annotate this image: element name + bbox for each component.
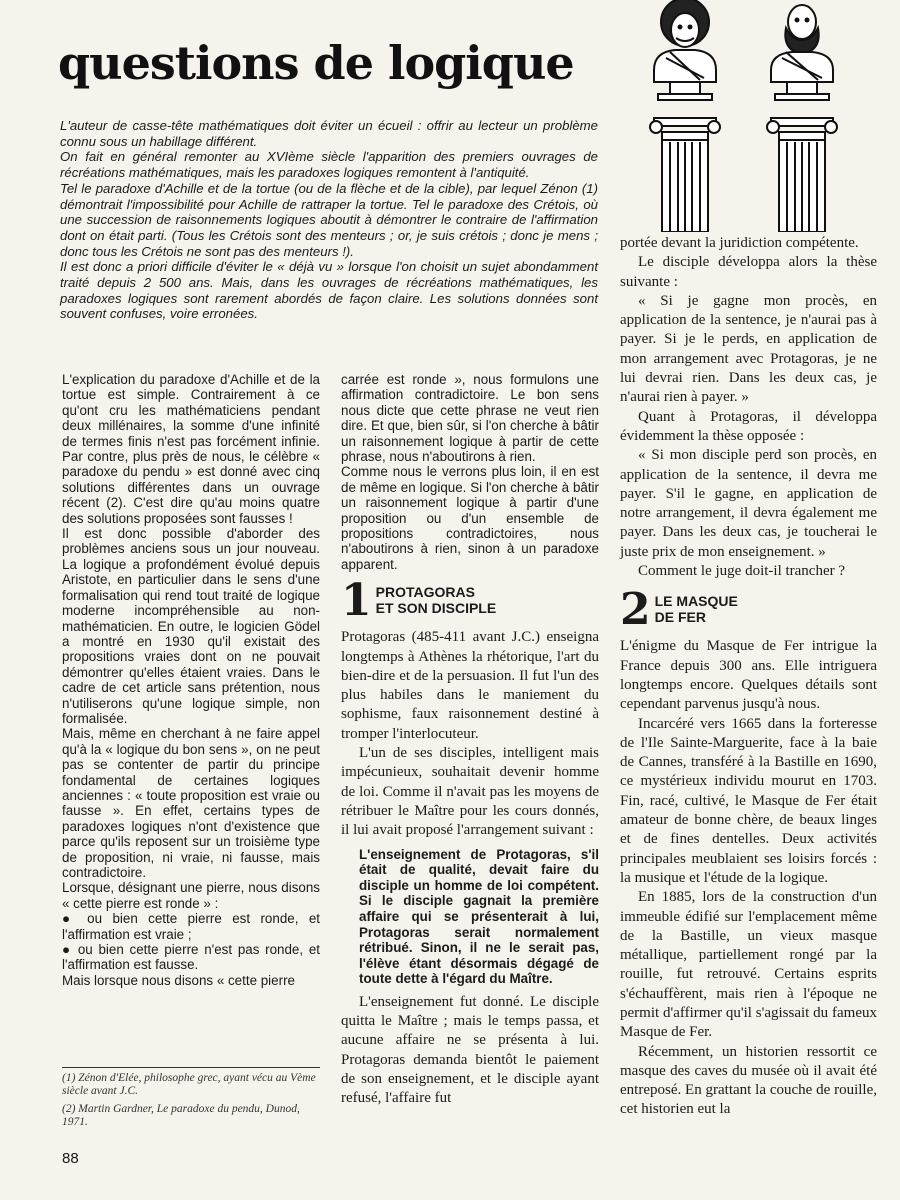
bullet-item: ● ou bien cette pierre n'est pas ronde, et l'affirmation est fausse.: [62, 942, 320, 973]
bullet-item: ● ou bien cette pierre est ronde, et l'affirmation est vraie ;: [62, 911, 320, 942]
paragraph: portée devant la juridiction compétente.: [620, 235, 859, 251]
paragraph: Lorsque, désignant une pierre, nous disons « cette pierre est ronde » :: [62, 880, 320, 911]
paragraph: « Si mon disciple perd son procès, en application de la sentence, il devra me payer. S'il le gagne, en application de notre arrangement, il devra également me payer. Dans les deux cas, je toucherai le juste prix de mon enseignement. »: [620, 447, 877, 560]
paragraph: L'enseignement fut donné. Le disciple quitta le Maître ; mais le temps passa, et aucune affaire ne se présenta à lui. Protagoras demanda bientôt le paiement de son enseignement, et le disciple ayant refusé, l'affaire fut: [341, 993, 599, 1107]
paragraph: Le disciple développa alors la thèse suivante :: [620, 254, 877, 290]
paragraph: Quant à Protagoras, il développa évidemment la thèse opposée :: [620, 408, 877, 444]
column-1: [62, 372, 320, 988]
section-title-line: LE MASQUE: [654, 593, 738, 610]
paragraph: « Si je gagne mon procès, en application de la sentence, je n'aurai pas à payer. Si je le perds, en application de mon arrangement avec Protagoras, je ne lui devrai rien. Dans les deux cas, je n'aurai rien à payer. »: [620, 292, 877, 406]
intro-paragraph: Il est donc a priori difficile d'éviter le « déjà vu » lorsque l'on choisit un sujet abondamment traité depuis 2 500 ans. Mais, dans les ouvrages de récréations mathématiques, les paradoxes logiques sont rarement abordés de façon claire. Les solutions données sont souvent confuses, voire erronées.: [60, 259, 598, 322]
footnotes: [62, 1072, 324, 1134]
intro-text: [60, 118, 598, 322]
section-title-line: ET SON DISCIPLE: [375, 600, 497, 617]
section-number: 2: [620, 584, 651, 636]
intro-paragraph: Tel le paradoxe d'Achille et de la tortue (ou de la flèche et de la cible), par lequel Zénon (1) démontrait l'impossibilité pour Achille de rattraper la tortue. Tel le paradoxe des Crétois, où une succession de raisonnements logiques aboutit à démontrer le contraire de l'affirmation dont on était parti. (Tous les Crétois sont des menteurs ; or, je suis crétois ; donc je mens ; donc tous les Crétois ne sont pas des menteurs !).: [60, 180, 598, 259]
page-title: questions de logique: [58, 36, 574, 90]
paragraph: En 1885, lors de la construction d'un immeuble édifié sur l'emplacement même de la Bastille, un vieux masque métallique, partiellement rongé par la rouille, fut retrouvé. Certains esprits s'échauffèrent, mais rien à l'époque ne permit d'affirmer qu'il s'agissait du fameux Masque de Fer.: [620, 889, 877, 1041]
paragraph: L'explication du paradoxe d'Achille et de la tortue est simple. Contrairement à ce qu'ont cru les mathématiciens pendant deux millénaires, la somme d'une infinité de termes finis n'est pas forcément infinie. Par contre, plus près de nous, le célèbre « paradoxe du pendu » est donné avec cinq solutions différentes dans un ouvrage récent (2). C'est dire qu'au moins quatre des solutions proposées sont fausses !: [62, 372, 320, 526]
paragraph: carrée est ronde », nous formulons une affirmation contradictoire. Le bon sens nous dicte que cette phrase ne veut rien dire. Et que, bien sûr, si l'on cherche à bâtir un raisonnement logique à partir de cette phrase, nous n'aboutirons à rien.: [341, 372, 599, 465]
paragraph: Récemment, un historien ressortit ce masque des caves du musée où il avait été entreposé. En grattant la couche de rouille, cet historien eut la: [620, 1043, 877, 1118]
bust-left-icon: [650, 0, 720, 232]
section-title-line: PROTAGORAS: [375, 584, 475, 601]
paragraph: Incarcéré vers 1665 dans la forteresse de l'Ile Sainte-Marguerite, face à la baie de Cannes, transféré à la Bastille en 1690, ce mystérieux individu mourut en 1703. Fin, racé, cultivé, le Masque de Fer était amateur de bonne chère, de beaux linges et de fines dentelles. Deux activités principales meublaient ses loisirs forcés : la musique et l'étude de la logique.: [620, 715, 877, 886]
intro-paragraph: L'auteur de casse-tête mathématiques doit éviter un écueil : offrir au lecteur un problème connu sous un habillage différent.: [60, 118, 598, 149]
intro-paragraph: On fait en général remonter au XVIème siècle l'apparition des premiers ouvrages de récréations mathématiques, mais les paradoxes logiques remontent à l'antiquité.: [60, 149, 598, 181]
paragraph: Protagoras (485-411 avant J.C.) enseigna longtemps à Athènes la rhétorique, l'art du bien-dire et de la persuasion. Il fut l'un des plus habiles dans le maniement du sophisme, faux raisonnement destiné à tromper l'interlocuteur.: [341, 629, 599, 742]
paragraph: Comme nous le verrons plus loin, il en est de même en logique. Si l'on cherche à bâtir un raisonnement logique à partir d'une proposition ou d'un ensemble de propositions contradictoires, nous n'aboutirons à rien, sinon à un paradoxe apparent.: [341, 464, 599, 572]
section-title-line: DE FER: [654, 609, 706, 626]
paragraph: L'un de ses disciples, intelligent mais impécunieux, souhaitait devenir homme de loi. Comme il n'avait pas les moyens de rétribuer le Maître pour les cours donnés, il lui avait proposé l'arrangement suivant :: [341, 745, 599, 839]
footnote: (1) Zénon d'Elée, philosophe grec, ayant vécu au Vème siècle avant J.C.: [62, 1072, 316, 1097]
footnote-divider: [62, 1067, 320, 1068]
footnote: (2) Martin Gardner, Le paradoxe du pendu, Dunod, 1971.: [62, 1103, 300, 1128]
section-heading-1: [341, 575, 599, 627]
column-2: [341, 372, 599, 1109]
section-heading-2: [620, 584, 877, 636]
paragraph: Comment le juge doit-il trancher ?: [638, 563, 846, 580]
section-number: 1: [341, 575, 372, 627]
paragraph: Mais, même en cherchant à ne faire appel qu'à la « logique du bon sens », on ne peut pas se contenter de partir du principe fondamental de certaines logiques anciennes : « toute proposition est vraie ou fausse ». En effet, certains types de paradoxes logiques n'ont d'existence que parce qu'ils reposent sur un troisième type de proposition, ni vraie, ni fausse, mais contradictoire.: [62, 726, 320, 880]
bust-right-icon: [767, 5, 837, 232]
paragraph: L'énigme du Masque de Fer intrigue la France depuis 300 ans. Elle intriguera longtemps encore. Quelques détails sont cependant parvenus jusqu'à nous.: [620, 638, 877, 713]
paragraph: Mais lorsque nous disons « cette pierre: [62, 972, 295, 988]
column-3: [620, 234, 877, 1120]
paragraph: Il est donc possible d'aborder des problèmes anciens sous un jour nouveau. La logique a profondément évolué depuis Aristote, en particulier dans le sens d'une formalisation qui rend tout traité de logique moderne incompréhensible au non-mathématicien. En outre, le logicien Gödel a montré en 1930 qu'il existait des propositions vraies dont on ne pouvait démontrer qu'elles étaient vraies. Dans le cadre de cet article sans prétention, nous n'utiliserons qu'une logique simple, non formalisée.: [62, 526, 320, 726]
bold-quote: L'enseignement de Protagoras, s'il était de qualité, devait faire du disciple un homme de loi compétent. Si le disciple gagnait la première affaire qui se présenterait à lui, Protagoras serait normalement rétribué. Sinon, il ne le serait pas, l'élève étant désormais dégagé de toute dette à l'égard du Maître.: [359, 846, 599, 987]
busts-illustration: [640, 0, 880, 232]
page-number: 88: [62, 1150, 79, 1167]
